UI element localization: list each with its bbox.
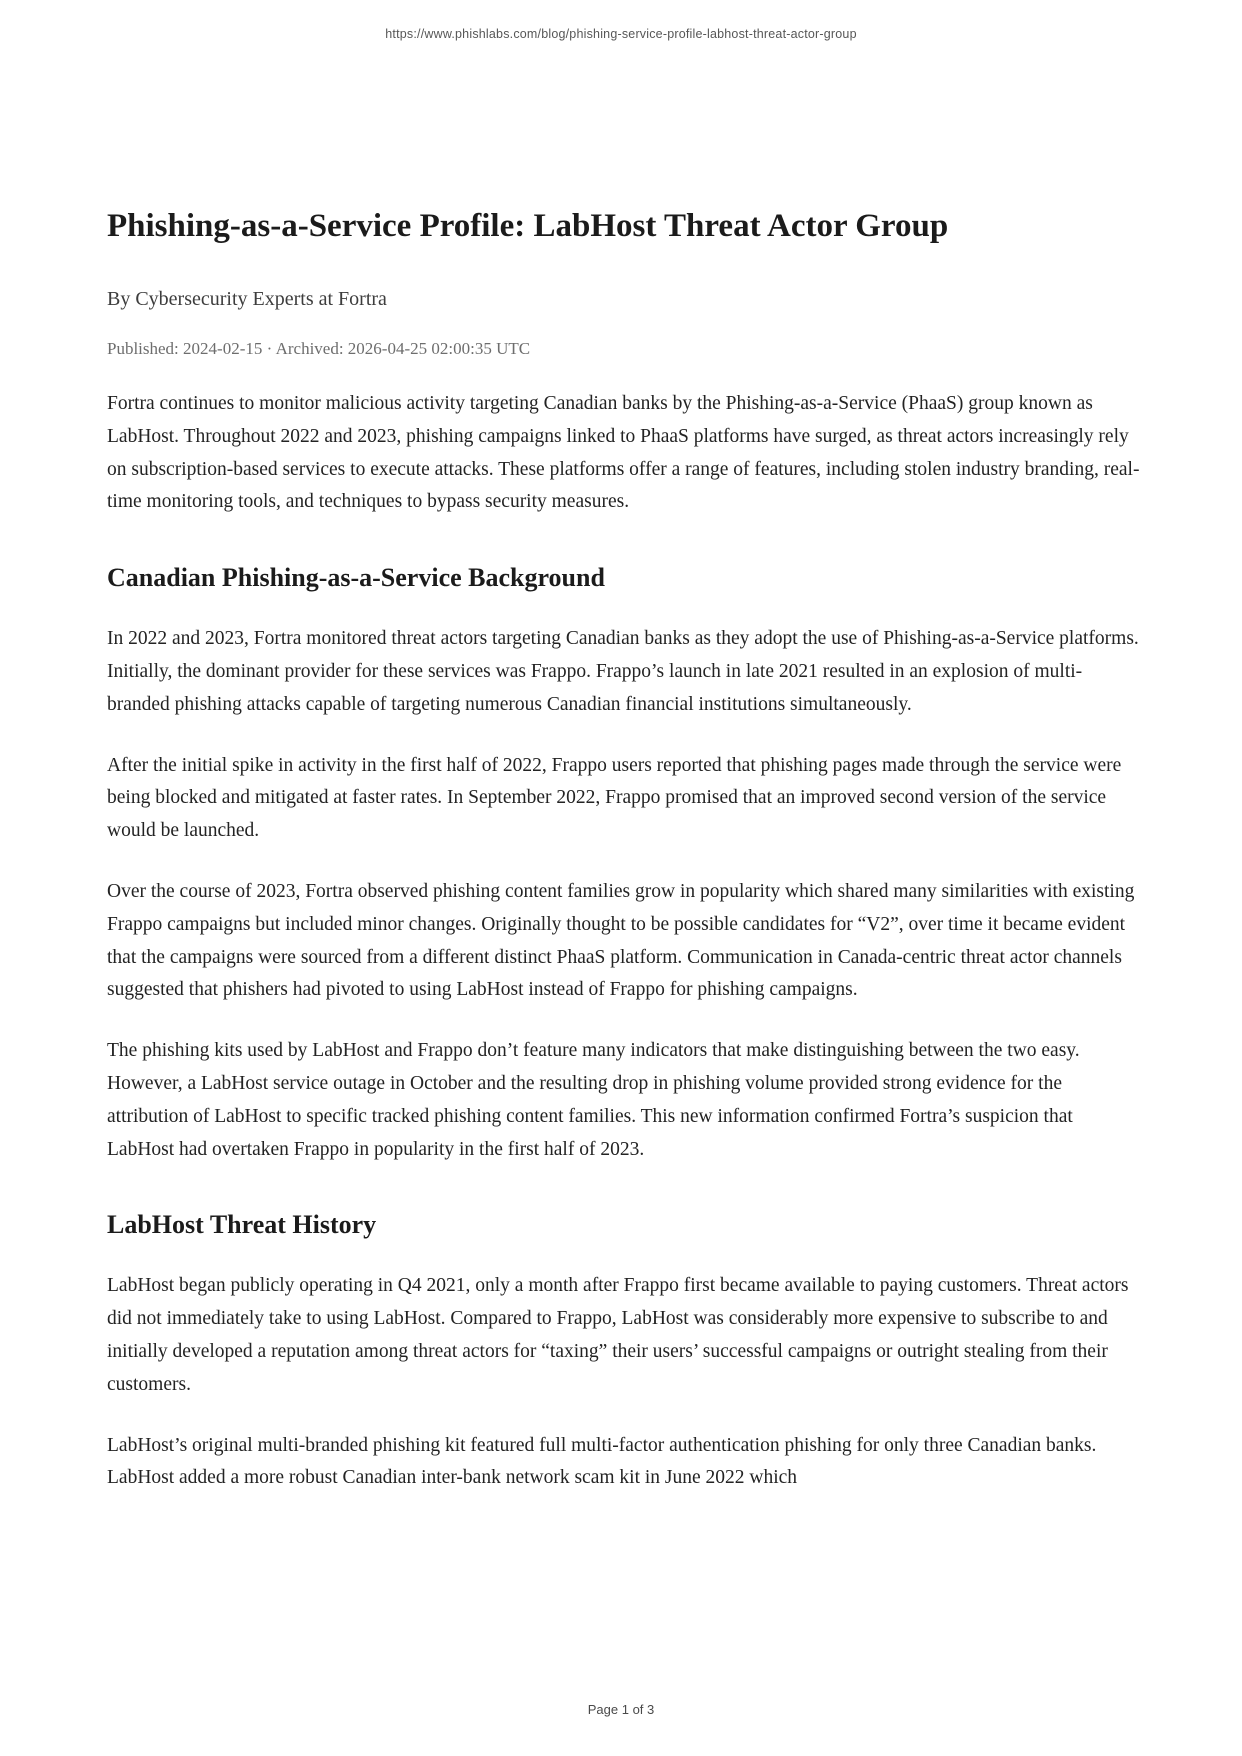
section-heading-canadian-phaas-background: Canadian Phishing-as-a-Service Background [107,563,605,593]
section-heading-labhost-threat-history: LabHost Threat History [107,1210,377,1240]
page-title: Phishing-as-a-Service Profile: LabHost Threat Actor Group [107,208,949,244]
paragraph: Over the course of 2023, Fortra observed phishing content families grow in popularity which shared many similarities with existing Frappo campaigns but included minor changes. Originally thought to be possible candidates for “V2”, over time it became evident that the campaigns were sourced from a different distinct PhaaS platform. Communication in Canada-centric threat actor channels suggested that phishers had pivoted to using LabHost instead of Frappo for phishing campaigns. [107,880,1135,1001]
paragraph: In 2022 and 2023, Fortra monitored threat actors targeting Canadian banks as they adopt the use of Phishing-as-a-Service platforms. Initially, the dominant provider for these services was Frappo. Frappo’s launch in late 2021 resulted in an explosion of multi-branded phishing attacks capable of targeting numerous Canadian financial institutions simultaneously. [107,628,1139,715]
print-header-url: https://www.phishlabs.com/blog/phishing-service-profile-labhost-threat-actor-group [385,27,857,41]
paragraph: The phishing kits used by LabHost and Frappo don’t feature many indicators that make distinguishing between the two easy. However, a LabHost service outage in October and the resulting drop in phishing volume provided strong evidence for the attribution of LabHost to specific tracked phishing content families. This new information confirmed Fortra’s suspicion that LabHost had overtaken Frappo in popularity in the first half of 2023. [107,1040,1080,1160]
article-byline: By Cybersecurity Experts at Fortra [107,288,387,310]
page-number: Page 1 of 3 [587,1702,655,1717]
article-meta-dates: Published: 2024-02-15 · Archived: 2026-04-25 02:00:35 UTC [107,339,531,358]
article [107,0,1142,1495]
paragraph: After the initial spike in activity in the first half of 2022, Frappo users reported that phishing pages made through the service were being blocked and mitigated at faster rates. In September 2022, Frappo promised that an improved second version of the service would be launched. [107,754,1122,842]
paragraph: LabHost’s original multi-branded phishing kit featured full multi-factor authentication phishing for only three Canadian banks. LabHost added a more robust Canadian inter-bank network scam kit in June 2022 which [107,1434,1097,1489]
intro-paragraph: Fortra continues to monitor malicious activity targeting Canadian banks by the Phishing-as-a-Service (PhaaS) group known as LabHost. Throughout 2022 and 2023, phishing campaigns linked to PhaaS platforms have surged, as threat actors increasingly rely on subscription-based services to execute attacks. These platforms offer a range of features, including stolen industry branding, real-time monitoring tools, and techniques to bypass security measures. [107,393,1140,513]
paragraph: LabHost began publicly operating in Q4 2021, only a month after Frappo first became available to paying customers. Threat actors did not immediately take to using LabHost. Compared to Frappo, LabHost was considerably more expensive to subscribe to and initially developed a reputation among threat actors for “taxing” their users’ successful campaigns or outright stealing from their customers. [107,1275,1129,1395]
